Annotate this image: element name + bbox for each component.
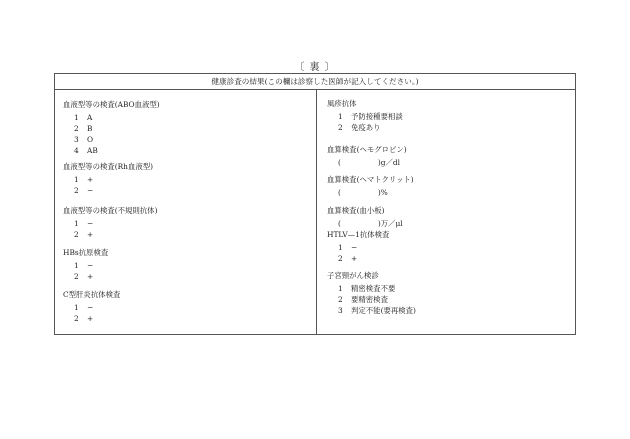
page-header-title: 〔 裏 〕 [294, 62, 336, 73]
option-item: 2 − [74, 186, 94, 195]
section-htlv1-antibody [327, 229, 389, 264]
option-item: 1 + [74, 175, 94, 184]
option-item: 3 O [74, 135, 94, 144]
option-item: 2 + [338, 254, 358, 263]
option-item: 2 要精密検査 [338, 295, 388, 304]
section-heading: 血液型等の検査(ABO血液型) [63, 100, 160, 109]
option-item: 4 AB [74, 146, 98, 155]
section-heading: 血算検査(ヘマトクリット) [327, 175, 414, 184]
column-divider [316, 90, 317, 334]
section-heading: 血算検査(ヘモグロビン) [327, 145, 407, 154]
option-item: 1 A [74, 113, 93, 122]
section-hemoglobin [327, 144, 407, 168]
option-item: 3 判定不能(要再検査) [338, 306, 416, 315]
exam-results-form [54, 73, 576, 335]
platelet-value-field: ( )万／μl [338, 219, 403, 228]
option-item: 2 + [74, 230, 94, 239]
form-columns [55, 90, 575, 334]
section-cervical-cancer-screening [327, 270, 416, 316]
section-heading: 風疹抗体 [327, 99, 357, 108]
option-item: 2 B [74, 124, 93, 133]
option-item: 1 − [338, 243, 358, 252]
section-rh-blood-type [63, 161, 153, 196]
hematocrit-value-field: ( )% [338, 188, 388, 197]
option-item: 2 免疫あり [338, 123, 381, 132]
section-heading: 血液型等の検査(不規則抗体) [63, 206, 158, 215]
section-heading: 子宮頸がん検診 [327, 271, 379, 280]
option-item: 2 + [74, 272, 94, 281]
section-hbs-antigen [63, 247, 108, 282]
section-heading: 血液型等の検査(Rh血液型) [63, 162, 153, 171]
section-hematocrit [327, 174, 414, 198]
section-heading: 血算検査(血小板) [327, 206, 385, 215]
option-item: 2 + [74, 314, 94, 323]
section-irregular-antibody [63, 205, 157, 240]
section-hepatitis-c-antibody [63, 289, 120, 324]
option-item: 1 − [74, 261, 94, 270]
section-abo-blood-type [63, 99, 160, 156]
section-heading: C型肝炎抗体検査 [63, 290, 121, 299]
section-heading: HTLV—1抗体検査 [327, 230, 390, 239]
section-platelet [327, 205, 403, 229]
hemoglobin-value-field: ( )g／dl [338, 158, 400, 167]
option-item: 1 − [74, 303, 94, 312]
form-title: 健康診査の結果(この欄は診察した医師が記入してください。) [55, 74, 575, 90]
option-item: 1 予防接種要相談 [338, 112, 403, 121]
option-item: 1 − [74, 219, 94, 228]
section-heading: HBs抗原検査 [63, 248, 109, 257]
section-rubella-antibody [327, 98, 403, 133]
option-item: 1 精密検査不要 [338, 284, 396, 293]
